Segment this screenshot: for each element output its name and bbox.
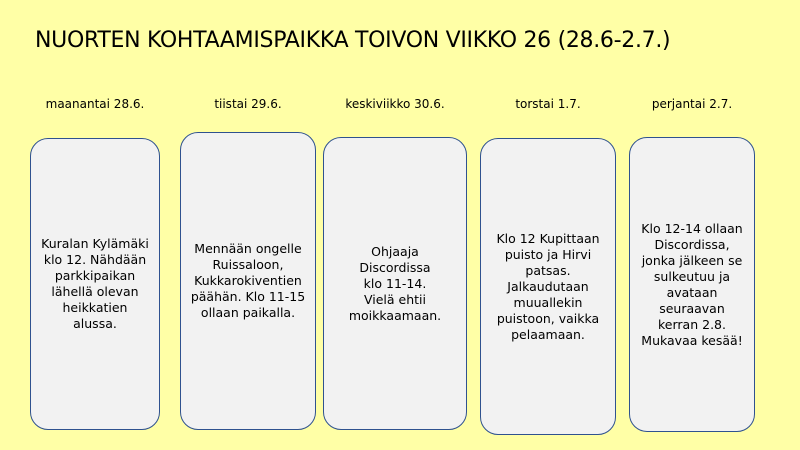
day-card-text: Klo 12 Kupittaan puisto ja Hirvi patsas. Jalkaudutaan muuallekin puistoon, vaikka pelaamaan. [496,230,600,342]
day-card-tuesday [180,132,316,430]
day-label-monday: maanantai 28.6. [45,97,145,111]
day-card-text: Kuralan Kylämäki klo 12. Nähdään parkkipaikan lähellä olevan heikkatien alussa. [41,236,149,331]
day-card-monday [30,138,160,430]
day-card-text: Ohjaaja Discordissa klo 11-14. Vielä ehtii moikkaamaan. [348,243,442,323]
page-title: NUORTEN KOHTAAMISPAIKKA TOIVON VIIKKO 26 (28.6-2.7.) [35,28,671,53]
day-card-wednesday [323,137,467,430]
day-card-friday [629,137,755,432]
day-card-text: Klo 12-14 ollaan Discordissa, jonka jälkeen se sulkeutuu ja avataan seuraavan kerran 2.8. Mukavaa kesää! [641,220,743,348]
day-label-wednesday: keskiviikko 30.6. [345,97,445,111]
day-label-friday: perjantai 2.7. [651,97,733,111]
day-card-text: Mennään ongelle Ruissaloon, Kukkarokiventien päähän. Klo 11-15 ollaan paikalla. [190,241,306,320]
day-label-thursday: torstai 1.7. [515,97,581,111]
day-card-thursday [480,138,616,435]
day-label-tuesday: tiistai 29.6. [214,97,282,111]
